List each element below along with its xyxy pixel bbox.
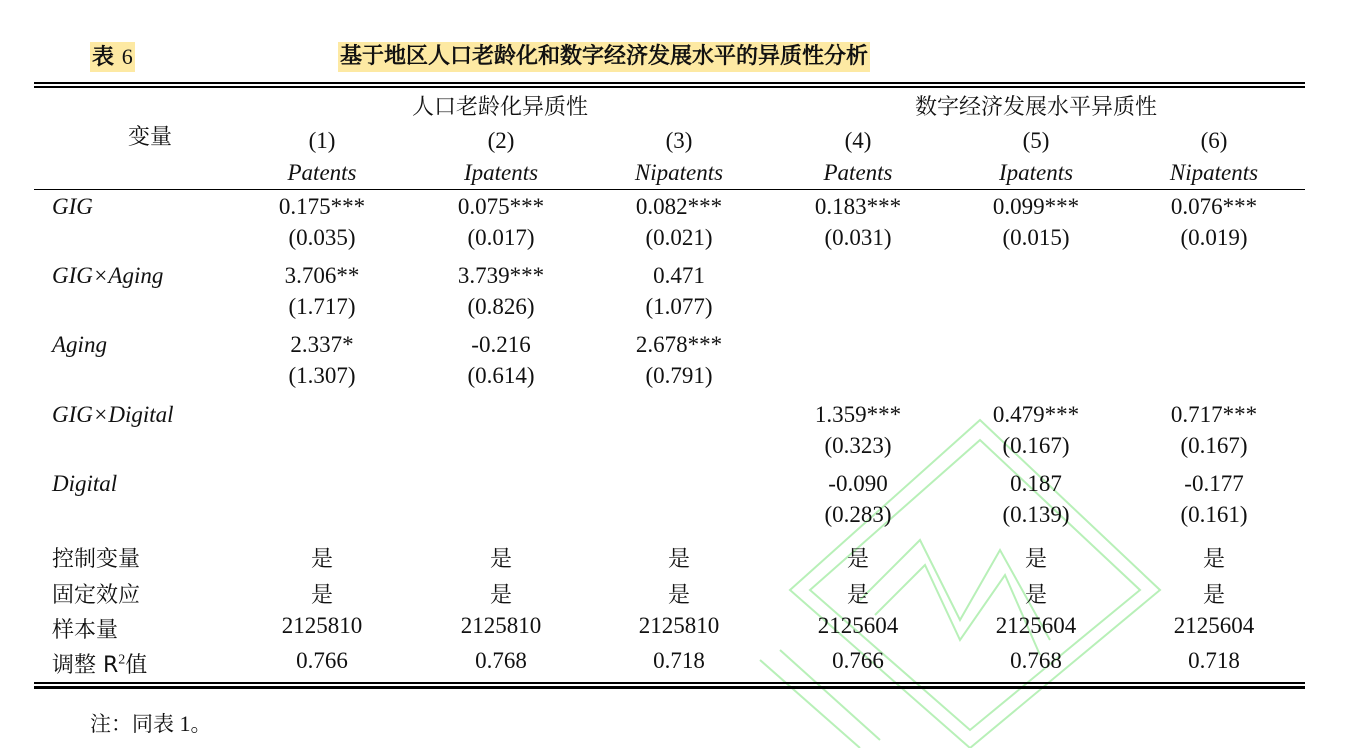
column-dependent-var: Ipatents	[998, 160, 1074, 185]
column-number: (4)	[844, 128, 872, 153]
stat-cell: 2125604	[817, 613, 899, 638]
stat-cell: 是	[667, 583, 690, 608]
coefficient-cell: 0.717***	[1170, 402, 1258, 427]
stat-cell: 是	[1202, 547, 1225, 572]
stat-cell: 2125604	[1173, 613, 1255, 638]
stat-cell: 2125604	[995, 613, 1077, 638]
std-error-cell: (1.717)	[288, 294, 356, 319]
row-label: 调整 $R^2$值	[52, 652, 148, 678]
std-error-cell: (0.031)	[824, 225, 892, 250]
std-error-cell: (1.307)	[288, 363, 356, 388]
row-label: 控制变量	[52, 547, 141, 572]
coefficient-cell: 0.099***	[992, 194, 1080, 219]
std-error-cell: (1.077)	[645, 294, 713, 319]
std-error-cell: (0.323)	[824, 433, 892, 458]
variable-header: 变量	[128, 125, 173, 150]
coefficient-cell: 3.739***	[457, 263, 545, 288]
std-error-cell: (0.614)	[467, 363, 535, 388]
coefficient-cell: 0.175***	[278, 194, 366, 219]
std-error-cell: (0.167)	[1180, 433, 1248, 458]
column-dependent-var: Patents	[823, 160, 893, 185]
std-error-cell: (0.017)	[467, 225, 535, 250]
std-error-cell: (0.015)	[1002, 225, 1070, 250]
row-label: 样本量	[52, 618, 119, 643]
stat-cell: 是	[1024, 583, 1047, 608]
coefficient-cell: -0.090	[828, 471, 888, 496]
table-caption	[0, 42, 1354, 74]
column-number: (2)	[487, 128, 515, 153]
row-label: 固定效应	[52, 583, 141, 608]
bottom-rule-inner	[34, 682, 1305, 684]
stat-cell: 0.766	[296, 648, 348, 673]
std-error-cell: (0.167)	[1002, 433, 1070, 458]
std-error-cell: (0.019)	[1180, 225, 1248, 250]
std-error-cell: (0.035)	[288, 225, 356, 250]
stat-cell: 是	[489, 547, 512, 572]
coefficient-cell: 1.359***	[814, 402, 902, 427]
column-dependent-var: Nipatents	[1169, 160, 1259, 185]
column-number: (5)	[1022, 128, 1050, 153]
coefficient-cell: -0.177	[1184, 471, 1244, 496]
coefficient-cell: 0.075***	[457, 194, 545, 219]
stat-cell: 是	[310, 547, 333, 572]
stat-cell: 是	[310, 583, 333, 608]
coefficient-cell: 0.479***	[992, 402, 1080, 427]
std-error-cell: (0.791)	[645, 363, 713, 388]
stat-cell: 2125810	[281, 613, 363, 638]
coefficient-cell: 2.337*	[290, 332, 354, 357]
header-rule	[34, 189, 1305, 190]
group-header-aging: 人口老龄化异质性	[411, 95, 588, 120]
coefficient-cell: -0.216	[471, 332, 531, 357]
column-number: (6)	[1200, 128, 1228, 153]
column-dependent-var: Ipatents	[463, 160, 539, 185]
coefficient-cell: 0.187	[1010, 471, 1062, 496]
coefficient-cell: 0.082***	[635, 194, 723, 219]
coefficient-cell: 0.076***	[1170, 194, 1258, 219]
column-dependent-var: Nipatents	[634, 160, 724, 185]
stat-cell: 是	[1202, 583, 1225, 608]
row-label: GIG×Aging	[52, 263, 164, 288]
stat-cell: 是	[1024, 547, 1047, 572]
std-error-cell: (0.021)	[645, 225, 713, 250]
table-label: 表 6	[92, 44, 133, 70]
stat-cell: 0.768	[1010, 648, 1062, 673]
table-note: 注：同表 1。	[90, 711, 212, 736]
std-error-cell: (0.826)	[467, 294, 535, 319]
stat-cell: 是	[846, 547, 869, 572]
row-label: GIG	[52, 194, 93, 219]
std-error-cell: (0.161)	[1180, 502, 1248, 527]
top-rule	[34, 82, 1305, 84]
std-error-cell: (0.283)	[824, 502, 892, 527]
stat-cell: 是	[846, 583, 869, 608]
coefficient-cell: 0.183***	[814, 194, 902, 219]
bottom-rule	[34, 686, 1305, 689]
row-label: Aging	[52, 332, 107, 357]
stat-cell: 是	[667, 547, 690, 572]
stat-cell: 是	[489, 583, 512, 608]
stat-cell: 0.768	[475, 648, 527, 673]
stat-cell: 2125810	[638, 613, 720, 638]
coefficient-cell: 0.471	[653, 263, 705, 288]
column-number: (1)	[308, 128, 336, 153]
coefficient-cell: 2.678***	[635, 332, 723, 357]
std-error-cell: (0.139)	[1002, 502, 1070, 527]
coefficient-cell: 3.706**	[284, 263, 360, 288]
stat-cell: 0.718	[1188, 648, 1240, 673]
table-title: 基于地区人口老龄化和数字经济发展水平的异质性分析	[338, 42, 870, 72]
stat-cell: 0.718	[653, 648, 705, 673]
column-number: (3)	[665, 128, 693, 153]
column-dependent-var: Patents	[287, 160, 357, 185]
stat-cell: 2125810	[460, 613, 542, 638]
top-rule-inner	[34, 86, 1305, 88]
group-header-digital: 数字经济发展水平异质性	[914, 95, 1157, 120]
row-label: GIG×Digital	[52, 402, 174, 427]
row-label: Digital	[52, 471, 118, 496]
stat-cell: 0.766	[832, 648, 884, 673]
